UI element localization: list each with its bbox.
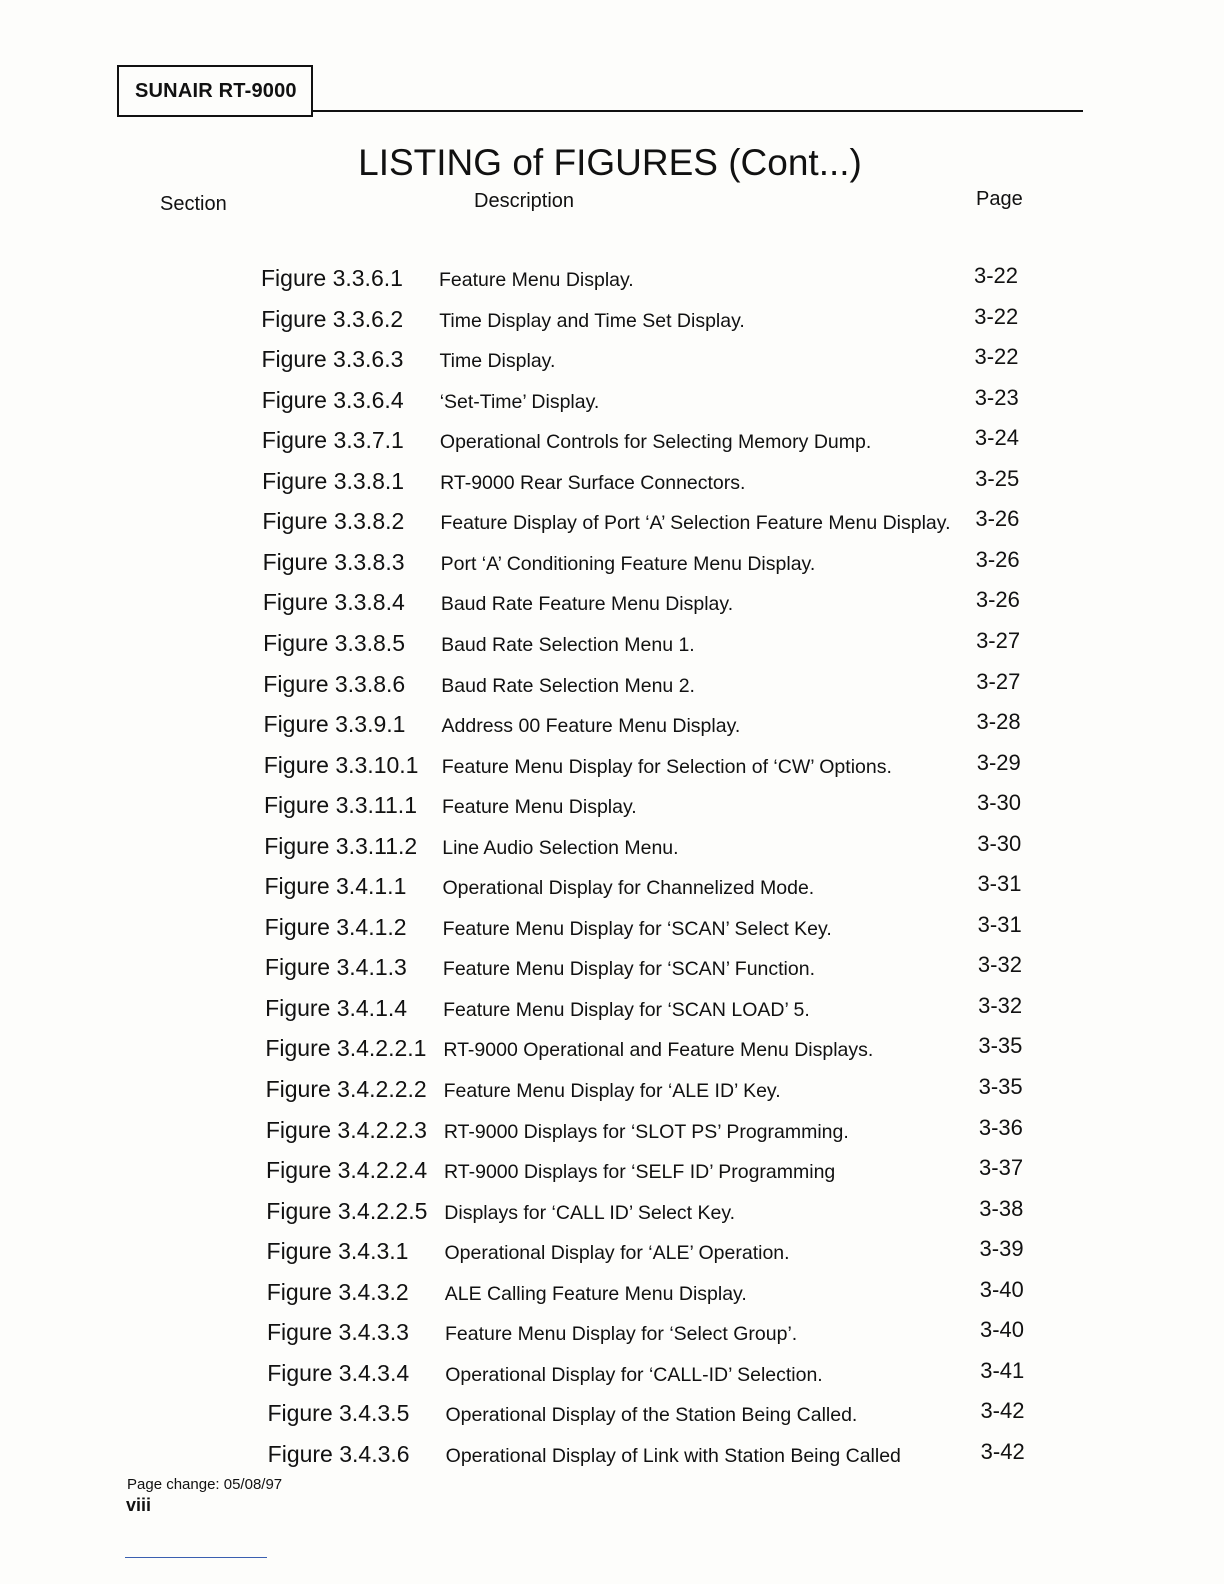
figure-page-number: 3-22: [974, 344, 1019, 370]
figure-number: Figure 3.3.8.5: [263, 629, 405, 656]
figure-list-row: [0, 1238, 1224, 1278]
figure-description: RT-9000 Displays for ‘SLOT PS’ Programming.: [443, 1120, 849, 1143]
figure-number: Figure 3.4.2.2.1: [265, 1035, 427, 1062]
figure-description: Displays for ‘CALL ID’ Select Key.: [444, 1201, 736, 1224]
figure-description: RT-9000 Rear Surface Connectors.: [440, 471, 746, 494]
figure-description: Operational Display of the Station Being Called.: [445, 1404, 858, 1427]
column-header-section: Section: [160, 193, 227, 215]
column-header-description: Description: [474, 190, 575, 212]
figure-number: Figure 3.3.11.1: [263, 792, 417, 819]
figure-page-number: 3-25: [975, 465, 1020, 491]
figure-page-number: 3-36: [978, 1114, 1023, 1140]
figure-list-row: [0, 1276, 1224, 1319]
figure-number: Figure 3.4.3.6: [267, 1440, 410, 1467]
figure-page-number: 3-39: [979, 1236, 1024, 1262]
figure-number: Figure 3.3.6.3: [261, 346, 404, 373]
figure-description: Operational Controls for Selecting Memory Dump.: [439, 431, 872, 454]
figure-description: ALE Calling Feature Menu Display.: [444, 1282, 747, 1305]
figure-page-number: 3-31: [977, 911, 1022, 937]
figure-list-row: [0, 1438, 1224, 1481]
figure-number: Figure 3.4.1.3: [264, 954, 407, 981]
figure-number: Figure 3.3.8.2: [262, 508, 405, 535]
column-header-page: Page: [976, 188, 1023, 210]
figure-page-number: 3-30: [977, 830, 1022, 856]
figure-page-number: 3-42: [980, 1398, 1025, 1424]
figure-page-number: 3-28: [976, 709, 1021, 735]
figure-list-row: [0, 627, 1224, 670]
figure-description: Feature Menu Display for ‘SCAN’ Select Key.: [442, 917, 832, 940]
figure-number: Figure 3.3.10.1: [263, 751, 419, 778]
figure-number: Figure 3.3.9.1: [263, 711, 406, 738]
figure-number: Figure 3.4.3.2: [266, 1278, 409, 1305]
figure-number: Figure 3.4.2.2.3: [265, 1116, 427, 1143]
figure-list-row: [0, 749, 1224, 792]
figure-description: Feature Menu Display for Selection of ‘CW’ Options.: [441, 755, 892, 778]
figure-list-row: [0, 1357, 1224, 1400]
figure-number: Figure 3.4.2.2.4: [266, 1157, 428, 1184]
figure-list-row: [0, 546, 1224, 589]
figure-list-row: [0, 265, 1224, 305]
figure-description: Operational Display of Link with Station Being Called: [445, 1444, 901, 1467]
figure-list-row: [0, 1195, 1224, 1238]
page-number: viii: [126, 1495, 152, 1515]
figure-description: ‘Set-Time’ Display.: [439, 390, 600, 413]
figure-number: Figure 3.3.8.3: [262, 548, 405, 575]
figure-page-number: 3-23: [974, 384, 1019, 410]
document-header-box: [117, 65, 313, 117]
figure-description: Feature Menu Display for ‘ALE ID’ Key.: [443, 1080, 781, 1102]
figure-description: Feature Display of Port ‘A’ Selection Feature Menu Display.: [440, 512, 951, 535]
figure-description: Operational Display for Channelized Mode.: [442, 877, 815, 900]
figure-description: Port ‘A’ Conditioning Feature Menu Display.: [440, 552, 816, 575]
page-change-note: Page change: 05/08/97: [127, 1476, 283, 1493]
figure-description: Baud Rate Selection Menu 1.: [441, 633, 695, 656]
figure-page-number: 3-31: [977, 871, 1022, 897]
figure-number: Figure 3.3.8.4: [262, 589, 405, 616]
figure-number: Figure 3.4.1.2: [264, 913, 407, 940]
figure-description: Operational Display for ‘CALL-ID’ Selection.: [445, 1363, 823, 1386]
figure-list-row: [0, 384, 1224, 427]
figure-page-number: 3-26: [975, 546, 1020, 572]
figure-number: Figure 3.4.2.2.2: [265, 1076, 427, 1102]
figure-list-row: [0, 792, 1224, 832]
figure-page-number: 3-37: [979, 1155, 1024, 1181]
figure-page-number: 3-41: [980, 1357, 1025, 1383]
figure-description: Line Audio Selection Menu.: [442, 836, 679, 859]
figure-number: Figure 3.3.11.2: [264, 832, 418, 859]
figure-number: Figure 3.4.2.2.5: [266, 1197, 428, 1224]
figure-description: Feature Menu Display for ‘SCAN’ Function.: [442, 958, 815, 981]
figure-description: Feature Menu Display.: [439, 269, 634, 291]
figure-list-row: [0, 830, 1224, 873]
figure-description: Baud Rate Selection Menu 2.: [441, 674, 695, 697]
page-title: [0, 142, 1224, 184]
figure-number: Figure 3.4.3.3: [266, 1319, 409, 1346]
figure-page-number: 3-40: [979, 1317, 1025, 1343]
figure-page-number: 3-22: [974, 303, 1019, 329]
figure-list-row: [0, 711, 1224, 751]
figure-page-number: 3-29: [976, 749, 1021, 775]
figure-list-row: [0, 1400, 1224, 1440]
figure-list-row: [0, 1157, 1224, 1197]
figure-page-number: 3-26: [975, 587, 1020, 613]
figure-list-row: [0, 954, 1224, 994]
figure-number: Figure 3.4.3.1: [266, 1238, 409, 1265]
figure-page-number: 3-35: [978, 1033, 1023, 1059]
figure-page-number: 3-26: [975, 506, 1020, 532]
figure-number: Figure 3.3.7.1: [261, 427, 404, 454]
figure-list-row: [0, 465, 1224, 508]
figure-list-row: [0, 992, 1224, 1035]
figure-description: Operational Display for ‘ALE’ Operation.: [444, 1242, 790, 1265]
figure-number: Figure 3.4.1.4: [265, 994, 408, 1021]
figure-list-row: [0, 911, 1224, 954]
figure-number: Figure 3.3.6.2: [261, 305, 404, 332]
figure-number: Figure 3.3.6.4: [261, 386, 404, 413]
figure-page-number: 3-32: [977, 952, 1022, 978]
figure-number: Figure 3.4.3.5: [267, 1400, 410, 1427]
footer-rule: [125, 1557, 267, 1558]
figure-number: Figure 3.3.8.1: [262, 467, 405, 494]
figure-list-row: [0, 589, 1224, 629]
figure-list-row: [0, 427, 1224, 467]
figure-description: Time Display.: [439, 350, 556, 373]
figure-page-number: 3-40: [979, 1276, 1024, 1302]
figure-list-row: [0, 1035, 1224, 1075]
figure-page-number: 3-22: [974, 263, 1019, 288]
figure-list-row: [0, 346, 1224, 386]
figure-list-row: [0, 303, 1224, 346]
figure-description: Feature Menu Display.: [441, 796, 637, 819]
figure-page-number: 3-42: [980, 1438, 1025, 1464]
figure-page-number: 3-38: [979, 1195, 1024, 1221]
figure-description: Baud Rate Feature Menu Display.: [440, 593, 734, 616]
figure-number: Figure 3.3.6.1: [261, 265, 403, 291]
figure-list-row: [0, 1076, 1224, 1116]
figure-page-number: 3-24: [974, 425, 1019, 451]
header-rule: [313, 110, 1083, 112]
figure-list-row: [0, 668, 1224, 711]
figure-page-number: 3-27: [976, 668, 1021, 694]
figure-number: Figure 3.4.3.4: [267, 1359, 410, 1386]
figure-list-row: [0, 508, 1224, 548]
figure-description: RT-9000 Displays for ‘SELF ID’ Programming: [444, 1161, 836, 1184]
figure-page-number: 3-35: [978, 1074, 1023, 1099]
figure-description: Address 00 Feature Menu Display.: [441, 715, 741, 738]
figure-page-number: 3-32: [978, 992, 1023, 1018]
figure-page-number: 3-27: [976, 627, 1021, 653]
figure-page-number: 3-30: [976, 790, 1022, 816]
figure-description: Feature Menu Display for ‘Select Group’.: [444, 1323, 798, 1346]
figure-description: Feature Menu Display for ‘SCAN LOAD’ 5.: [443, 998, 810, 1021]
page-title-text: LISTING of FIGURES (Cont...): [358, 142, 862, 183]
figure-description: RT-9000 Operational and Feature Menu Displays.: [443, 1039, 874, 1062]
figure-list-row: [0, 1319, 1224, 1359]
figure-number: Figure 3.4.1.1: [264, 873, 407, 900]
figure-list-row: [0, 1114, 1224, 1157]
figure-description: Time Display and Time Set Display.: [439, 309, 745, 332]
figure-number: Figure 3.3.8.6: [263, 670, 406, 697]
document-model-label: SUNAIR RT-9000: [135, 79, 297, 102]
figure-list-row: [0, 873, 1224, 913]
